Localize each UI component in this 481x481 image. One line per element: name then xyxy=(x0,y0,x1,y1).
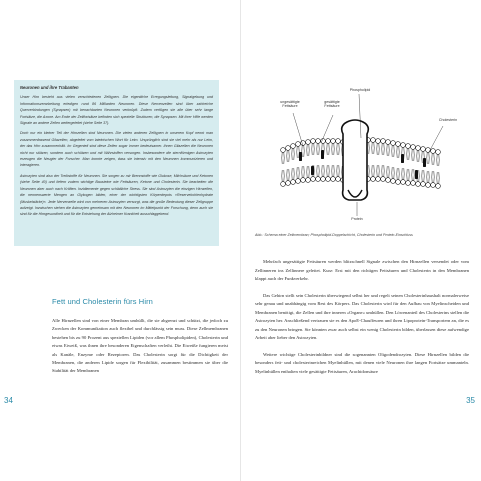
label-cholesterol: Cholesterin xyxy=(438,118,458,122)
membrane-protein xyxy=(342,120,369,200)
body-paragraph: Mehrfach ungesättigte Fettsäuren werden blitzschnell Signale zwischen den Hirnzellen versendet oder vom Zellinneren ins Zellinnere geleitet. Kurz: Erst mit den richtigen Fettsäuren und Cholesterin in den Membranen klappt auch der Funkverkehr. xyxy=(255,259,469,281)
info-box-paragraph: Astrozyten sind also der Treibstoffe für Neuronen. Sie sorgen zu mir Brennstoffe wie Glukose, Milchsäure und Ketonen (siehe Seite 40) und liefern zudem wichtige Bausteine wie Fettsäuren, Ketone und Cholesterin. Sie bearbeiten die Neuronen aber auch nach Kräften. Inzidiemente gegen schädliche Stress. Sie sind Astrozyten die einzigen Hirnzellen, die nennenswerte Mengen an Glykogen bilden, einer der wichtigsten Körperdepots »Reservekohlenhydrate (Muskelstärke)«. Jede Nervenzelle wird von mehreren Astrozyten versorgt, was die große Bedeutung dieser Zellgruppe aufzeigt. Inzwischen stehen die Astrozyten gemeinsam mit den Neuronen im Mittelpunkt der Forschung, denn auch sie sind für die Hirngesundheit und für die Entstehung der Alzheimer Krankheit ausschlaggebend. xyxy=(20,173,213,217)
info-box-neurons xyxy=(14,80,219,246)
label-phospholipid: Phospholipid xyxy=(349,88,371,92)
label-saturated-fatty-acid: gesättigte Fettsäure xyxy=(324,100,340,108)
label-protein: Protein xyxy=(351,217,363,221)
info-box-paragraph: Doch nur ein kleiner Teil der Hirnzellen sind Neuronen. Die vielen anderen Zelltypen in unserem Kopf nennt man zusammenfassend Gliazellen, abgeleitet vom lateinischen Wort für Leim. Ursprünglich sind sie viel mehr als nur Leim, der das Hirn zusammenhält. Im Gegenteil sind diese Zellen sogar immer bedeutsamer. Ihnen Gliazellen die Neuronen nicht nur stützen, sondern auch schützen und mit Nährstoffen versorgen. Insbesondere die sternförmigen Astrozyten erzeugen die Neugier der Forscher. Man konnte zeigen, dass sie intensiv mit den Neuronen kommunizieren und interagieren. xyxy=(20,131,213,168)
section-heading: Fett und Cholesterin fürs Hirn xyxy=(52,297,153,306)
body-paragraph: Weitere wichtige Cholesterinbildner sind die sogenannten Oligodendrozyten. Diese Hirnzellen bilden die besonders fett- und cholesterinreichen Myelinhüllen, mit denen viele Neuronen ihre langen Fortsätze ummanteln. Myelinhüllen enthalten viele gesättigte Fettsäuren, Arachidonsäure xyxy=(255,351,469,374)
page-number-left: 34 xyxy=(4,396,13,405)
membrane-figure xyxy=(255,86,469,231)
info-box-paragraph: Unser Hirn besteht aus vielen verschiedenen Zelltypen. Die eigentliche Erregungsleitung, Signalgebung und Informationsverarbeitung erledigen rund 86 Milliarden Neuronen. Diese Nervenzellen sind über zahlreiche Querverbindungen (Synapsen) mit benachbarten Neuronen verknüpft. Zudem verfügen sie alle über sehr lange Fortsätze, die Axone. Am Ende der Zellfortsätze befinden sich spezielle Strukturen, die Synapsen. Mit ihrer Hilfe werden Signale an andere Zellen weitergeleitet (siehe Seite 37). xyxy=(20,95,213,126)
info-box-title: Neuronen und ihre Trabanten xyxy=(20,85,79,90)
figure-caption: Abb.: Schema einer Zellmembran; Phospholipid-Doppelschicht, Cholesterin und Protein-Einschluss xyxy=(255,233,413,237)
page-number-right: 35 xyxy=(466,396,475,405)
right-page xyxy=(241,0,481,481)
body-paragraph: Das Gehirn stellt sein Cholesterin überwiegend selbst her und regelt seinen Cholesterinhaushalt normalerweise sehr genau und unabhängig vom Rest des Körpers. Das Cholesterin wird für den Aufbau von Myelinscheiden und Membranen benötigt, die Zellen und ihre inneren »Organe« umhüllen. Den Löwenanteil des Cholesterins stellen die Astrozyten her. Anschließend vertrauen sie es den ApoE-Chauffeuren und ihren Lipoprotein-Transportern an, die es zu den Neuronen bringen. Sie könnten zwar auch selbst ein wenig Cholesterin bilden, überlassen diese aufwendige Arbeit aber lieber den Astrozyten. xyxy=(255,292,469,340)
body-paragraph: Alle Hirnzellen sind von einer Membran umhüllt, die sie abgrenzt und schützt, die jedoch zu Zwecken der Kommunikation auch flexibel und durchlässig sein muss. Diese Zellmembranen bestehen bis zu 90 Prozent aus speziellen Lipiden (vor allem Phospholipiden), Cholesterin und etwas Eiweiß, was ihnen ihre besonderen Eigenschaften verleiht. Die Eiweiße fungieren meist als Kanäle, Enzyme oder Rezeptoren. Das Cholesterin sorgt für die Dichtigkeit der Membranen, die anderen Lipide sorgen für Flexibilität, zusammen bestimmen sie über die Stabilität der Membranen xyxy=(52,318,228,374)
label-leader-lines xyxy=(293,94,443,216)
label-unsaturated-fatty-acid: ungesättigte Fettsäure xyxy=(280,100,300,108)
body-text-left xyxy=(52,317,228,376)
body-text-right xyxy=(255,258,469,384)
